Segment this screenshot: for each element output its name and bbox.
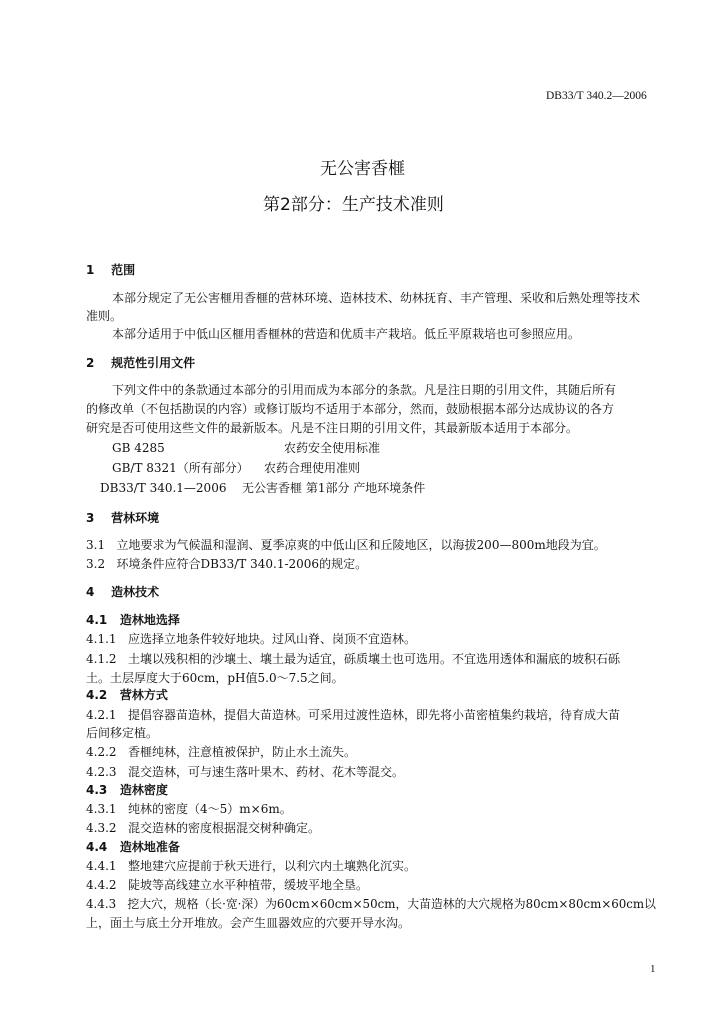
- section-heading-4: [86, 584, 159, 600]
- clause-item: [86, 820, 320, 836]
- clause-number: 4.2.3: [86, 765, 117, 779]
- clause-number: 4.3.1: [86, 802, 117, 816]
- clause-text: 整地建穴应提前于秋天进行，以利穴内土壤熟化沉实。: [128, 859, 417, 873]
- paragraph-line: 本部分规定了无公害榧用香榧的营林环境、造林技术、幼林抚育、丰产管理、采收和后熟处理等技术: [112, 291, 641, 305]
- clause-item: [86, 858, 416, 874]
- clause-text: 混交造林，可与速生落叶果木、药材、花木等混交。: [128, 765, 405, 779]
- clause-text: 混交造林的密度根据混交树种确定。: [128, 821, 321, 835]
- paragraph-line: 的修改单（不包括勘误的内容）或修订版均不适用于本部分，然而，鼓励根据本部分达成协议的各方: [86, 402, 615, 416]
- clause-text: 陡坡等高线建立水平种植带，缓坡平地全垦。: [128, 878, 369, 892]
- clause-number: 3.1: [86, 538, 106, 552]
- clause-item: [86, 877, 368, 893]
- clause-item: [86, 801, 292, 817]
- section-title: 规范性引用文件: [111, 356, 196, 370]
- section-heading-3: [86, 510, 159, 526]
- clause-number: 4.4.1: [86, 859, 117, 873]
- reference-code: GB/T 8321（所有部分）: [112, 461, 249, 475]
- clause-text: 香榧纯林，注意植被保护，防止水土流失。: [128, 745, 357, 759]
- clause-text: 应选择立地条件较好地块。过风山脊、岗顶不宜造林。: [128, 632, 417, 646]
- clause-item: [86, 764, 404, 780]
- clause-continuation: 土。土层厚度大于60cm，pH值5.0～7.5之间。: [86, 671, 344, 685]
- clause-text: 提倡容器苗造林，提倡大苗造林。可采用过渡性造林，即先将小苗密植集约栽培，待育成大苗: [128, 708, 621, 722]
- clause-text: 环境条件应符合DB33/T 340.1-2006的规定。: [116, 557, 368, 571]
- reference-title: 农药合理使用准则: [264, 461, 361, 475]
- clause-number: 4.4: [86, 840, 108, 854]
- document-code: DB33/T 340.2—2006: [546, 90, 647, 102]
- clause-continuation: 上，面土与底土分开堆放。会产生皿器效应的穴要开导水沟。: [86, 916, 411, 930]
- subsection-heading: [86, 839, 180, 855]
- clause-number: 4.2.2: [86, 745, 117, 759]
- reference-code: DB33/T 340.1—2006: [100, 481, 227, 495]
- clause-item: [86, 631, 416, 647]
- clause-item: [86, 707, 620, 723]
- section-heading-1: [86, 262, 135, 278]
- paragraph-line: 准则。: [86, 309, 123, 323]
- page-number: 1: [650, 963, 656, 975]
- clause-number: 4.1: [86, 613, 108, 627]
- clause-number: 4.3: [86, 783, 108, 797]
- reference-title: 无公害香榧 第1部分 产地环境条件: [242, 481, 426, 495]
- subsection-title: 造林地选择: [119, 613, 180, 627]
- paragraph-line: 本部分适用于中低山区榧用香榧林的营造和优质丰产栽培。低丘平原栽培也可参照应用。: [112, 327, 581, 341]
- subsection-heading: [86, 687, 168, 703]
- reference-title: 农药安全使用标准: [284, 441, 381, 455]
- clause-number: 4.2.1: [86, 708, 117, 722]
- section-title: 营林环境: [111, 511, 160, 525]
- clause-continuation: 后间移定植。: [86, 726, 159, 740]
- subsection-title: 造林密度: [119, 783, 168, 797]
- clause-item: [86, 556, 367, 572]
- paragraph-line: 下列文件中的条款通过本部分的引用而成为本部分的条款。凡是注日期的引用文件，其随后所有: [112, 383, 617, 397]
- clause-item: [86, 744, 356, 760]
- clause-number: 4.2: [86, 688, 108, 702]
- clause-item: [86, 651, 620, 667]
- clause-text: 挖大穴，规格（长·宽·深）为60cm×60cm×50cm，大苗造林的大穴规格为80cm×80cm×60cm以: [127, 897, 656, 911]
- clause-text: 纯林的密度（4～5）m×6m。: [128, 802, 292, 816]
- clause-text: 土壤以残积相的沙壤土、壤土最为适宜，砾质壤土也可选用。不宜选用透体和漏底的坡积石砾: [128, 652, 621, 666]
- subsection-heading: [86, 612, 180, 628]
- clause-item: [86, 896, 656, 912]
- section-number: 4: [86, 585, 95, 599]
- subsection-title: 造林地准备: [119, 840, 180, 854]
- section-number: 1: [86, 263, 95, 277]
- clause-number: 4.3.2: [86, 821, 117, 835]
- clause-number: 4.1.1: [86, 632, 117, 646]
- document-subtitle: 第2部分：生产技术准则: [263, 195, 444, 215]
- section-title: 范围: [111, 263, 136, 277]
- subsection-heading: [86, 782, 168, 798]
- clause-number: 4.1.2: [86, 652, 117, 666]
- reference-code: GB 4285: [112, 441, 165, 455]
- paragraph-line: 研究是否可使用这些文件的最新版本。凡是不注日期的引用文件，其最新版本适用于本部分。: [86, 421, 579, 435]
- clause-number: 4.4.2: [86, 878, 117, 892]
- section-heading-2: [86, 355, 195, 371]
- clause-text: 立地要求为气候温和湿润、夏季凉爽的中低山区和丘陵地区，以海拔200—800m地段为宜。: [116, 538, 606, 552]
- document-title: 无公害香榧: [320, 159, 405, 179]
- section-number: 3: [86, 511, 95, 525]
- section-number: 2: [86, 356, 95, 370]
- section-title: 造林技术: [111, 585, 160, 599]
- clause-number: 3.2: [86, 557, 106, 571]
- subsection-title: 营林方式: [119, 688, 168, 702]
- clause-item: [86, 537, 606, 553]
- clause-number: 4.4.3: [86, 897, 117, 911]
